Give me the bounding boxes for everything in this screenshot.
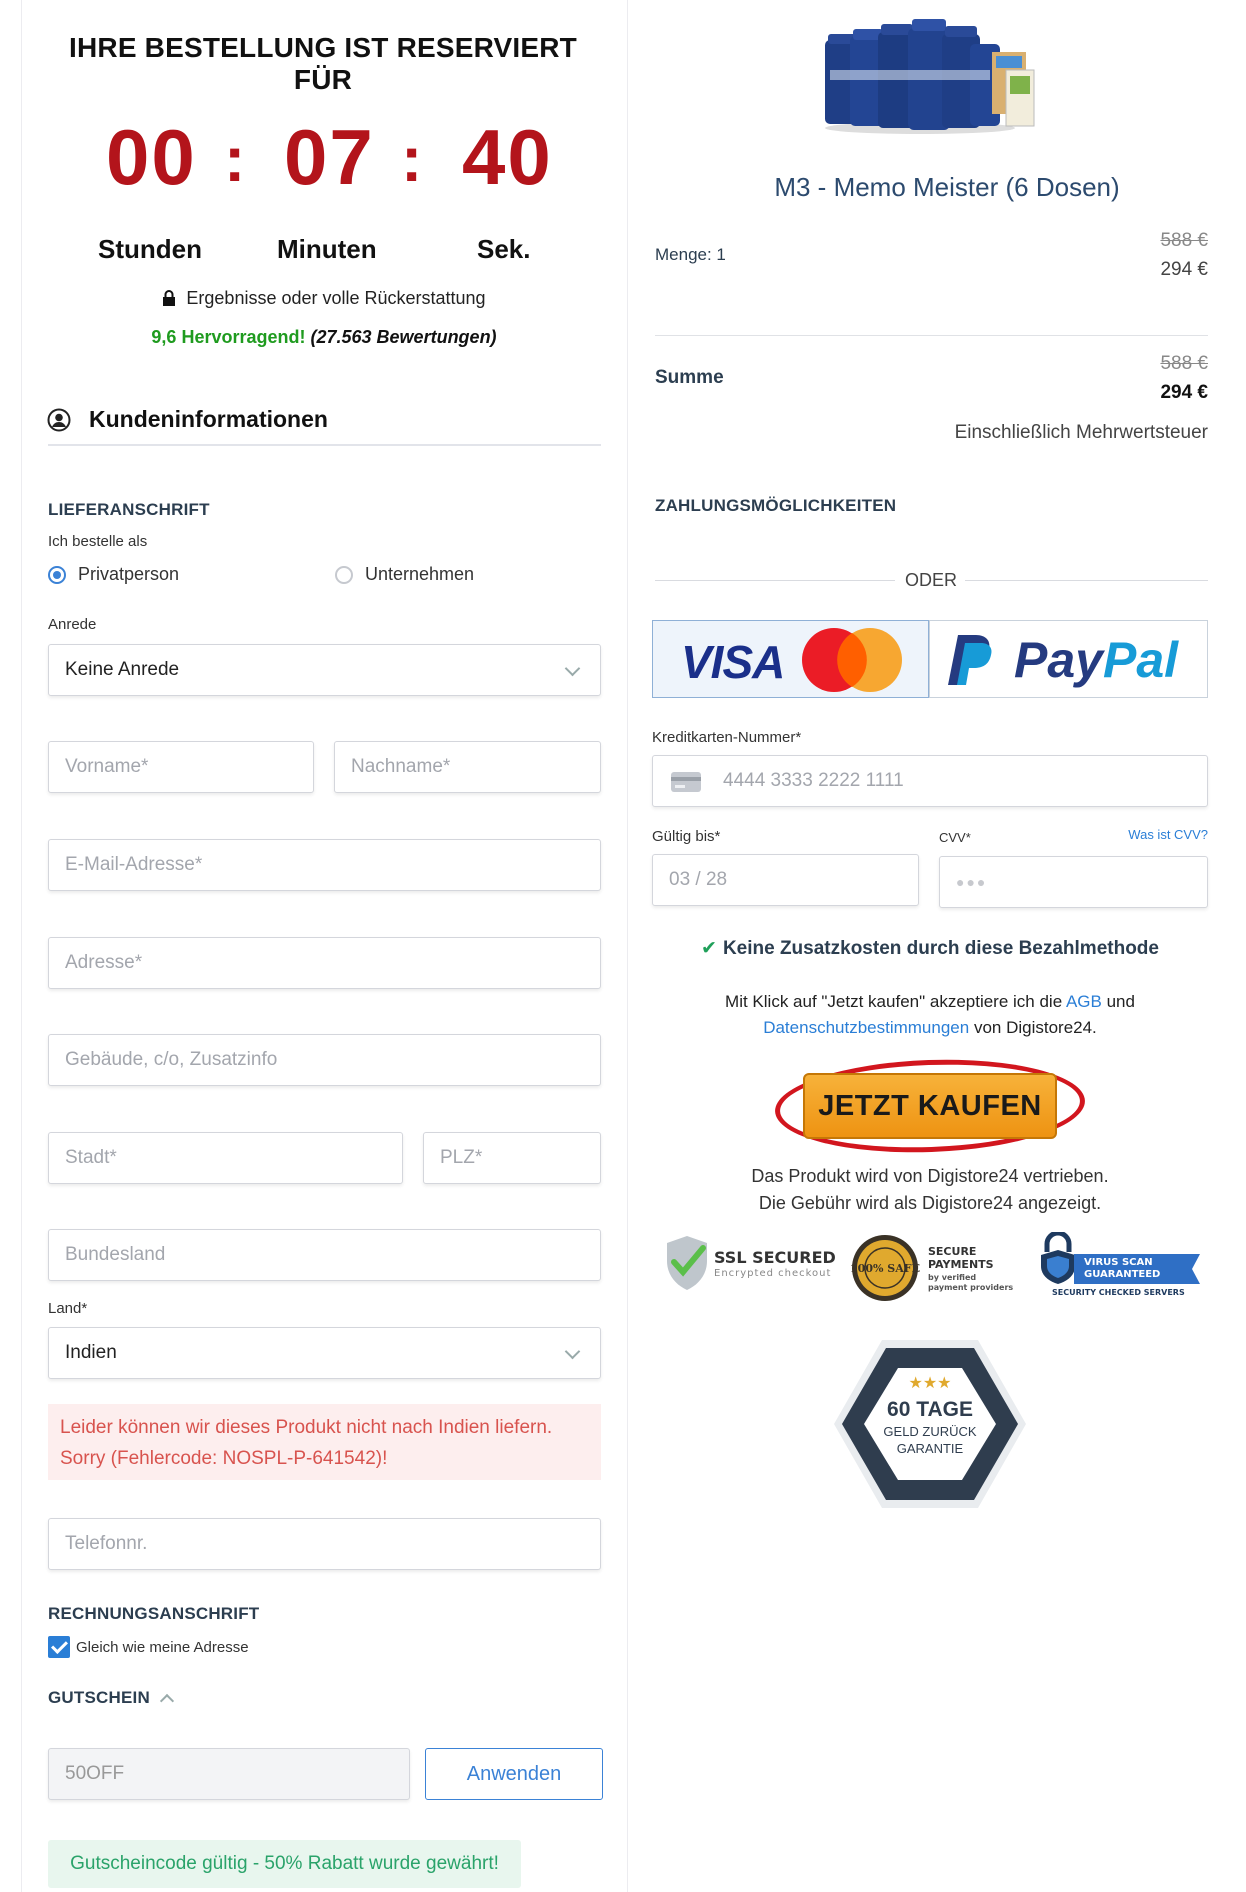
- money-line-2: GELD ZURÜCK: [883, 1424, 977, 1439]
- paypal-logo-pal: Pal: [1102, 632, 1179, 688]
- countdown-separator: :: [401, 123, 425, 195]
- card-number-placeholder: 4444 3333 2222 1111: [723, 770, 904, 791]
- card-number-input[interactable]: [652, 755, 1208, 807]
- country-select[interactable]: [48, 1327, 601, 1379]
- zip-input[interactable]: PLZ*: [423, 1132, 601, 1184]
- seconds-label: Sek.: [477, 234, 531, 264]
- virus-line-3: SECURITY CHECKED SERVERS: [1052, 1288, 1185, 1297]
- payment-heading: ZAHLUNGSMÖGLICHKEITEN: [655, 496, 897, 515]
- sum-label: Summe: [655, 367, 724, 388]
- salutation-label: Anrede: [48, 616, 97, 633]
- lastname-input[interactable]: Nachname*: [334, 741, 601, 793]
- same-address-label: Gleich wie meine Adresse: [76, 1638, 249, 1656]
- minutes-label: Minuten: [277, 234, 377, 264]
- secure-line-4: payment providers: [928, 1283, 1014, 1292]
- seal-icon: [850, 1233, 920, 1303]
- sum-old-price: 588 €: [1160, 353, 1208, 374]
- countdown-hours: 00: [106, 113, 197, 201]
- expiry-input[interactable]: 03 / 28: [652, 854, 919, 906]
- product-name: M3 - Memo Meister (6 Dosen): [774, 172, 1120, 202]
- vendor-line-2: Die Gebühr wird als Digistore24 angezeigt.: [758, 1193, 1102, 1213]
- guarantee-line: [0, 288, 648, 309]
- address-input[interactable]: Adresse*: [48, 937, 601, 989]
- terms-part-3: von Digistore24.: [969, 1018, 1097, 1037]
- reservation-title: IHRE BESTELLUNG IST RESERVIERT FÜR: [69, 32, 577, 95]
- hours-label: Stunden: [98, 234, 202, 264]
- heading-divider: [48, 444, 601, 446]
- paypal-icon: [946, 633, 994, 687]
- building-input[interactable]: Gebäude, c/o, Zusatzinfo: [48, 1034, 601, 1086]
- mastercard-icon: [796, 625, 908, 695]
- radio-private[interactable]: [48, 564, 179, 585]
- sum-price: 294 €: [1160, 382, 1208, 403]
- padlock-shield-icon: [1038, 1232, 1078, 1284]
- product-image: [820, 10, 1040, 138]
- chevron-up-icon: [160, 1694, 174, 1708]
- countdown-minutes: 07: [284, 113, 375, 201]
- same-address-checkbox[interactable]: [48, 1636, 249, 1658]
- ssl-subtitle: Encrypted checkout: [714, 1268, 832, 1279]
- guarantee-text: Ergebnisse oder volle Rückerstattung: [186, 288, 486, 308]
- paypal-logo: [1014, 631, 1178, 689]
- email-input[interactable]: E-Mail-Adresse*: [48, 839, 601, 891]
- secure-line-1: SECURE: [928, 1245, 977, 1258]
- ssl-title: SSL SECURED: [714, 1248, 836, 1267]
- or-line-left: [655, 580, 895, 581]
- coupon-toggle[interactable]: [48, 1688, 172, 1708]
- old-price: 588 €: [1160, 230, 1208, 251]
- left-border: [21, 0, 22, 1892]
- visa-logo: VISA: [681, 636, 785, 688]
- or-label: ODER: [905, 570, 958, 590]
- money-line-1: 60 TAGE: [887, 1398, 973, 1421]
- shipping-heading: LIEFERANSCHRIFT: [48, 500, 210, 519]
- radio-company-control[interactable]: [335, 566, 353, 584]
- terms-part-2: und: [1101, 992, 1135, 1011]
- firstname-input[interactable]: Vorname*: [48, 741, 314, 793]
- radio-company[interactable]: [335, 564, 474, 585]
- or-line-right: [965, 580, 1208, 581]
- city-input[interactable]: Stadt*: [48, 1132, 403, 1184]
- virus-line-1: VIRUS SCAN: [1084, 1257, 1153, 1268]
- summary-divider: [655, 335, 1208, 336]
- salutation-select[interactable]: [48, 644, 601, 696]
- secure-payments-badge: [850, 1233, 1014, 1303]
- vendor-line-1: Das Produkt wird von Digistore24 vertrieben.: [751, 1166, 1109, 1186]
- vendor-note: [652, 1163, 1208, 1217]
- shipping-error: [48, 1404, 601, 1480]
- shield-check-icon: [664, 1234, 710, 1292]
- error-line-1: Leider können wir dieses Produkt nicht nach Indien liefern.: [60, 1417, 553, 1438]
- column-divider: [627, 0, 628, 1892]
- rating-reviews: (27.563 Bewertungen): [310, 327, 497, 347]
- vat-note: Einschließlich Mehrwertsteuer: [954, 422, 1208, 443]
- phone-input[interactable]: Telefonnr.: [48, 1518, 601, 1570]
- check-icon: ✔: [701, 938, 717, 959]
- agb-link[interactable]: AGB: [1065, 992, 1102, 1011]
- valid-label: Gültig bis*: [652, 828, 721, 845]
- privacy-link[interactable]: Datenschutzbestimmungen: [763, 1018, 970, 1037]
- virus-line-2: GUARANTEED: [1084, 1269, 1161, 1280]
- card-payment-option[interactable]: [652, 620, 929, 698]
- money-back-badge: [832, 1336, 1028, 1512]
- quantity: Menge: 1: [655, 245, 726, 264]
- cvv-label: CVV*: [939, 830, 971, 845]
- seal-text: 100% SAFE: [850, 1262, 920, 1275]
- money-stars: ★★★: [908, 1373, 952, 1392]
- terms-text: [652, 989, 1208, 1041]
- buy-now-button[interactable]: JETZT KAUFEN: [803, 1073, 1057, 1139]
- countdown-seconds: 40: [462, 113, 553, 201]
- rating-score: 9,6 Hervorragend!: [151, 327, 306, 347]
- money-line-3: GARANTIE: [896, 1441, 964, 1456]
- chevron-down-icon: [565, 1344, 581, 1360]
- order-as-label: Ich bestelle als: [48, 533, 148, 550]
- check-icon[interactable]: [48, 1636, 70, 1658]
- country-label: Land*: [48, 1300, 88, 1317]
- coupon-success: Gutscheincode gültig - 50% Rabatt wurde gewährt!: [48, 1840, 521, 1888]
- card-icon: [671, 772, 701, 792]
- coupon-input[interactable]: 50OFF: [48, 1748, 410, 1800]
- radio-private-control[interactable]: [48, 566, 66, 584]
- virus-scan-badge: [1036, 1232, 1196, 1302]
- state-input[interactable]: Bundesland: [48, 1229, 601, 1281]
- country-value: Indien: [65, 1342, 117, 1363]
- apply-coupon-button[interactable]: Anwenden: [425, 1748, 603, 1800]
- price: 294 €: [1160, 259, 1208, 280]
- secure-line-2: PAYMENTS: [928, 1258, 994, 1271]
- coupon-heading: GUTSCHEIN: [48, 1688, 150, 1707]
- salutation-value: Keine Anrede: [65, 659, 180, 680]
- customer-info-heading: Kundeninformationen: [89, 406, 328, 432]
- terms-part-1: Mit Klick auf "Jetzt kaufen" akzeptiere ich die: [725, 992, 1066, 1011]
- card-number-label: Kreditkarten-Nummer*: [652, 729, 802, 746]
- error-line-2: Sorry (Fehlercode: NOSPL-P-641542)!: [60, 1448, 388, 1469]
- lock-icon: [162, 290, 176, 306]
- radio-company-label: Unternehmen: [365, 564, 475, 584]
- paypal-option[interactable]: [929, 620, 1208, 698]
- user-circle-icon: [47, 408, 71, 432]
- billing-heading: RECHNUNGSANSCHRIFT: [48, 1604, 260, 1623]
- ssl-badge: [664, 1234, 834, 1294]
- paypal-logo-pay: Pay: [1014, 632, 1103, 688]
- no-costs-text: Keine Zusatzkosten durch diese Bezahlmethode: [722, 938, 1159, 959]
- cvv-input[interactable]: ●●●: [939, 856, 1208, 908]
- no-costs-note: [652, 937, 1208, 960]
- rating: [0, 327, 648, 348]
- countdown-separator: :: [224, 123, 248, 195]
- cvv-help-link[interactable]: Was ist CVV?: [1128, 827, 1208, 842]
- radio-private-label: Privatperson: [78, 564, 180, 584]
- chevron-down-icon: [565, 661, 581, 677]
- secure-line-3: by verified: [928, 1273, 977, 1282]
